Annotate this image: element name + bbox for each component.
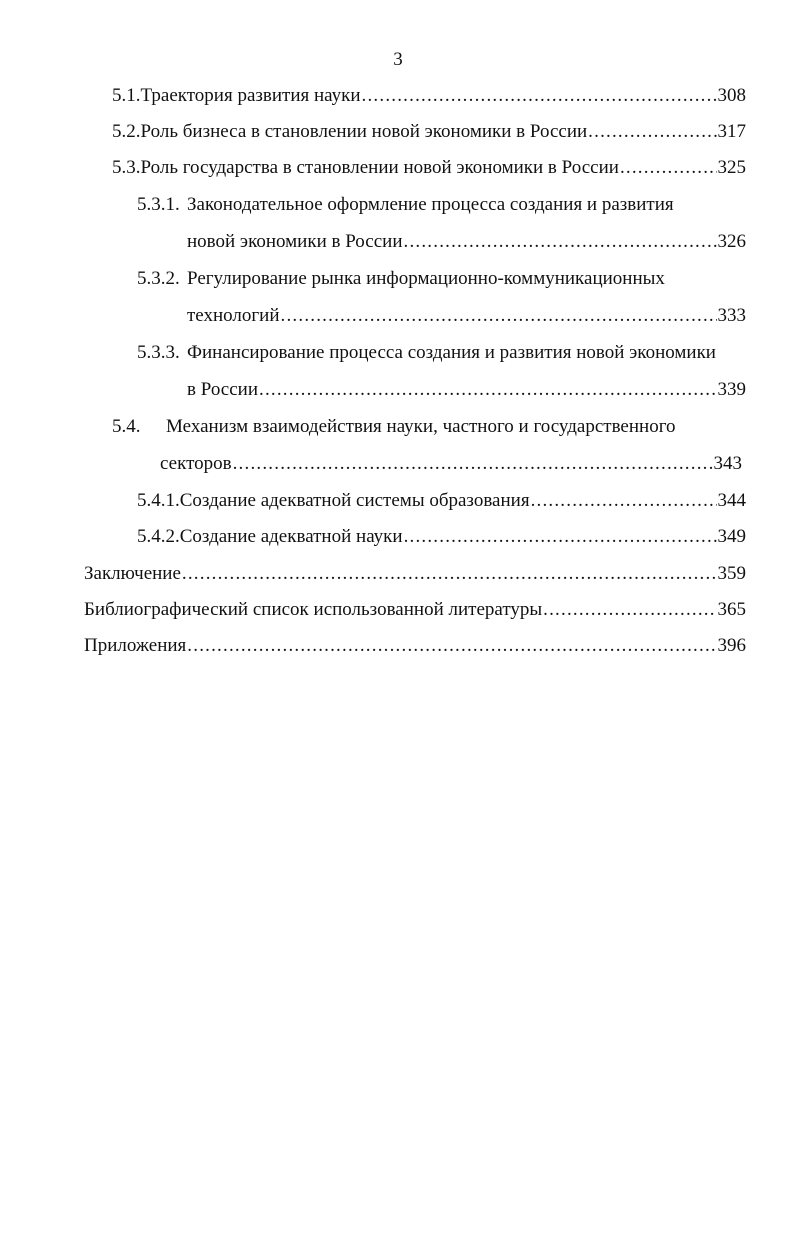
toc-title: Создание адекватной системы образования <box>179 490 530 511</box>
toc-title: Роль государства в становлении новой экономики в России <box>140 157 619 178</box>
toc-entry-appendices[interactable] <box>84 633 746 659</box>
toc-leader <box>362 83 717 109</box>
toc-title: Финансирование процесса создания и развития новой экономики <box>187 342 716 363</box>
toc-leader <box>259 377 717 403</box>
toc-title: Приложения <box>84 635 187 656</box>
toc-number: 5.4.2. <box>137 526 180 547</box>
toc-entry-conclusion[interactable] <box>84 561 746 587</box>
toc-entry-5-3-3[interactable] <box>137 340 746 366</box>
toc-leader <box>531 488 717 514</box>
toc-leader <box>588 119 716 145</box>
toc-title: Механизм взаимодействия науки, частного и государственного <box>166 416 676 437</box>
toc-entry-5-3-2-cont[interactable] <box>187 303 746 329</box>
toc-entry-5-4-2[interactable] <box>137 524 746 550</box>
toc-leader <box>543 597 716 623</box>
toc-leader <box>187 633 716 659</box>
toc-title-continued: в России <box>187 379 258 400</box>
toc-page: 359 <box>717 563 746 584</box>
toc-number: 5.3.2. <box>137 268 180 289</box>
toc-page: 325 <box>717 157 746 178</box>
toc-page: 326 <box>717 231 746 252</box>
toc-title-continued: технологий <box>187 305 280 326</box>
toc-title: Траектория развития науки <box>140 85 361 106</box>
toc-entry-5-1[interactable] <box>112 83 746 109</box>
toc-number: 5.1. <box>112 85 141 106</box>
toc-entry-5-3-2[interactable] <box>137 266 746 292</box>
toc-entry-bibliography[interactable] <box>84 597 746 623</box>
toc-title: Законодательное оформление процесса создания и развития <box>187 194 674 215</box>
toc-entry-5-4[interactable] <box>112 414 746 440</box>
toc-number: 5.3. <box>112 157 141 178</box>
toc-number: 5.4. <box>112 416 141 437</box>
toc-title-continued: секторов <box>160 453 232 474</box>
toc-leader <box>182 561 717 587</box>
toc-entry-5-3-3-cont[interactable] <box>187 377 746 403</box>
toc-number: 5.3.3. <box>137 342 180 363</box>
toc-leader <box>233 451 713 477</box>
toc-title: Создание адекватной науки <box>179 526 403 547</box>
toc-page: 308 <box>717 85 746 106</box>
toc-leader <box>404 524 717 550</box>
page-number: 3 <box>393 49 403 70</box>
toc-page: 396 <box>717 635 746 656</box>
toc-entry-5-3-1[interactable] <box>137 192 746 218</box>
toc-leader <box>620 155 717 181</box>
toc-entry-5-4-1[interactable] <box>137 488 746 514</box>
toc-entry-5-2[interactable] <box>112 119 746 145</box>
toc-page: 333 <box>717 305 746 326</box>
toc-page: 317 <box>717 121 746 142</box>
toc-title: Роль бизнеса в становлении новой экономики в России <box>140 121 588 142</box>
toc-leader <box>404 229 717 255</box>
toc-entry-5-3-1-cont[interactable] <box>187 229 746 255</box>
toc-title: Заключение <box>84 563 181 584</box>
toc-leader <box>281 303 717 329</box>
toc-page: 339 <box>717 379 746 400</box>
toc-number: 5.2. <box>112 121 141 142</box>
toc-title-continued: новой экономики в России <box>187 231 403 252</box>
toc-page: 349 <box>717 526 746 547</box>
toc-page: 344 <box>717 490 746 511</box>
toc-title: Регулирование рынка информационно-коммуникационных <box>187 268 665 289</box>
toc-number: 5.4.1. <box>137 490 180 511</box>
toc-entry-5-4-cont[interactable] <box>160 451 742 477</box>
toc-page: 365 <box>717 599 746 620</box>
toc-entry-5-3[interactable] <box>112 155 746 181</box>
toc-title: Библиографический список использованной литературы <box>84 599 543 620</box>
toc-number: 5.3.1. <box>137 194 180 215</box>
toc-page: 343 <box>713 453 742 474</box>
